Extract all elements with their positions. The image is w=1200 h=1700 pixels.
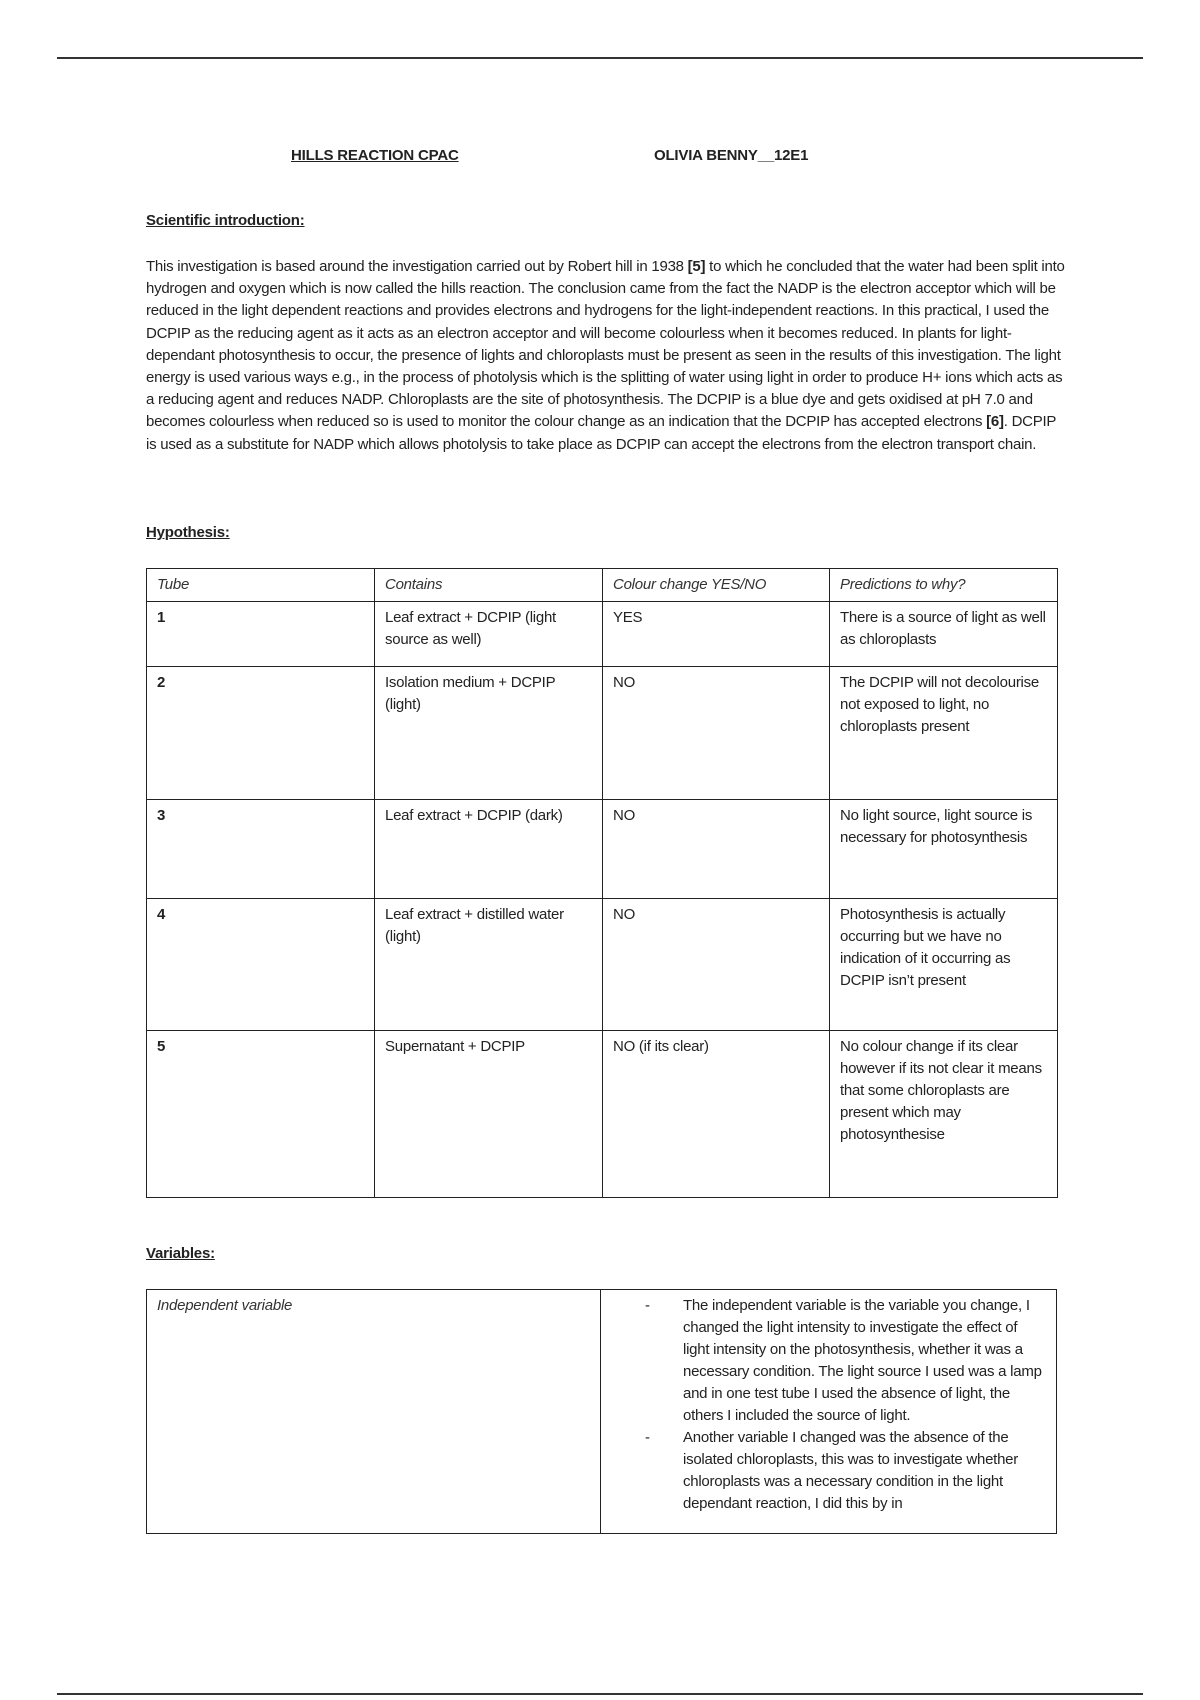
tube-number: 3 xyxy=(147,800,375,899)
colour-change: YES xyxy=(603,602,830,667)
tube-contents: Leaf extract + DCPIP (dark) xyxy=(375,800,603,899)
list-item-text: The independent variable is the variable you change, I changed the light intensity to investigate the effect of light intensity on the photosynthesis, whether it was a necessary condition. The light source I used was a lamp and in one test tube I used the absence of light, the others I included the source of light. xyxy=(683,1297,1042,1424)
variables-heading: Variables: xyxy=(146,1245,215,1262)
column-header-colour-change: Colour change YES/NO xyxy=(603,569,830,602)
introduction-heading: Scientific introduction: xyxy=(146,212,305,229)
intro-text-part2: to which he concluded that the water had been split into hydrogen and oxygen which is now called the hills reaction. The conclusion came from the fact the NADP is the electron acceptor which will be reduced in the light dependent reactions and provides electrons and hydrogens for the light-independent reactions. In this practical, I used the DCPIP as the reducing agent as it acts as an electron acceptor and will become colourless when it becomes reduced. In plants for light-dependant photosynthesis to occur, the presence of lights and chloroplasts must be present as seen in the results of this investigation. The light energy is used various ways e.g., in the process of photolysis which is the splitting of water using light in order to produce H+ ions which acts as a reducing agent and reduces NADP. Chloroplasts are the site of photosynthesis. The DCPIP is a blue dye and gets oxidised at pH 7.0 and becomes colourless when reduced so is used to monitor the colour change as an indication that the DCPIP has accepted electrons xyxy=(146,258,1065,431)
list-item xyxy=(645,1295,1046,1427)
table-row xyxy=(147,899,1058,1031)
citation-5: [5] xyxy=(687,258,706,275)
column-header-contains: Contains xyxy=(375,569,603,602)
table-row xyxy=(147,1031,1058,1198)
intro-text-part1: This investigation is based around the investigation carried out by Robert hill in 1938 xyxy=(146,258,688,275)
author-name: OLIVIA BENNY__12E1 xyxy=(654,147,809,164)
prediction: No colour change if its clear however if its not clear it means that some chloroplasts are present which may photosynthesise xyxy=(830,1031,1058,1198)
tube-number: 4 xyxy=(147,899,375,1031)
introduction-paragraph xyxy=(146,256,1066,456)
document-title: HILLS REACTION CPAC xyxy=(291,147,459,164)
tube-number: 1 xyxy=(147,602,375,667)
table-row xyxy=(147,1290,1057,1534)
citation-6: [6] xyxy=(986,413,1004,431)
prediction: Photosynthesis is actually occurring but we have no indication of it occurring as DCPIP isn’t present xyxy=(830,899,1058,1031)
tube-contents: Supernatant + DCPIP xyxy=(375,1031,603,1198)
bullet-dash: - xyxy=(645,1297,650,1314)
prediction: No light source, light source is necessary for photosynthesis xyxy=(830,800,1058,899)
column-header-tube: Tube xyxy=(147,569,375,602)
tube-contents: Leaf extract + distilled water (light) xyxy=(375,899,603,1031)
colour-change: NO xyxy=(603,667,830,800)
independent-variable-description xyxy=(601,1290,1057,1534)
list-item xyxy=(645,1427,1046,1515)
tube-number: 2 xyxy=(147,667,375,800)
colour-change: NO (if its clear) xyxy=(603,1031,830,1198)
column-header-predictions: Predictions to why? xyxy=(830,569,1058,602)
colour-change: NO xyxy=(603,800,830,899)
tube-contents: Leaf extract + DCPIP (light source as well) xyxy=(375,602,603,667)
variables-table xyxy=(146,1289,1057,1534)
prediction: There is a source of light as well as chloroplasts xyxy=(830,602,1058,667)
page-bottom-rule xyxy=(57,1693,1143,1695)
independent-variable-points xyxy=(611,1295,1046,1531)
hypothesis-table xyxy=(146,568,1058,1198)
hypothesis-header-row xyxy=(147,569,1058,602)
table-row xyxy=(147,800,1058,899)
table-row xyxy=(147,667,1058,800)
colour-change: NO xyxy=(603,899,830,1031)
hypothesis-heading: Hypothesis: xyxy=(146,524,230,541)
tube-contents: Isolation medium + DCPIP (light) xyxy=(375,667,603,800)
bullet-dash: - xyxy=(645,1429,650,1446)
list-item-text: Another variable I changed was the absence of the isolated chloroplasts, this was to investigate whether chloroplasts was a necessary condition in the light dependant reaction, I did this by in xyxy=(683,1429,1019,1512)
tube-number: 5 xyxy=(147,1031,375,1198)
prediction: The DCPIP will not decolourise not exposed to light, no chloroplasts present xyxy=(830,667,1058,800)
independent-variable-label: Independent variable xyxy=(147,1290,601,1534)
page-top-rule xyxy=(57,57,1143,59)
table-row xyxy=(147,602,1058,667)
intro-text-part3: . DCPIP is used as a substitute for NADP which allows photolysis to take place as DCPIP can accept the electrons from the electron transport chain. xyxy=(146,413,1056,453)
